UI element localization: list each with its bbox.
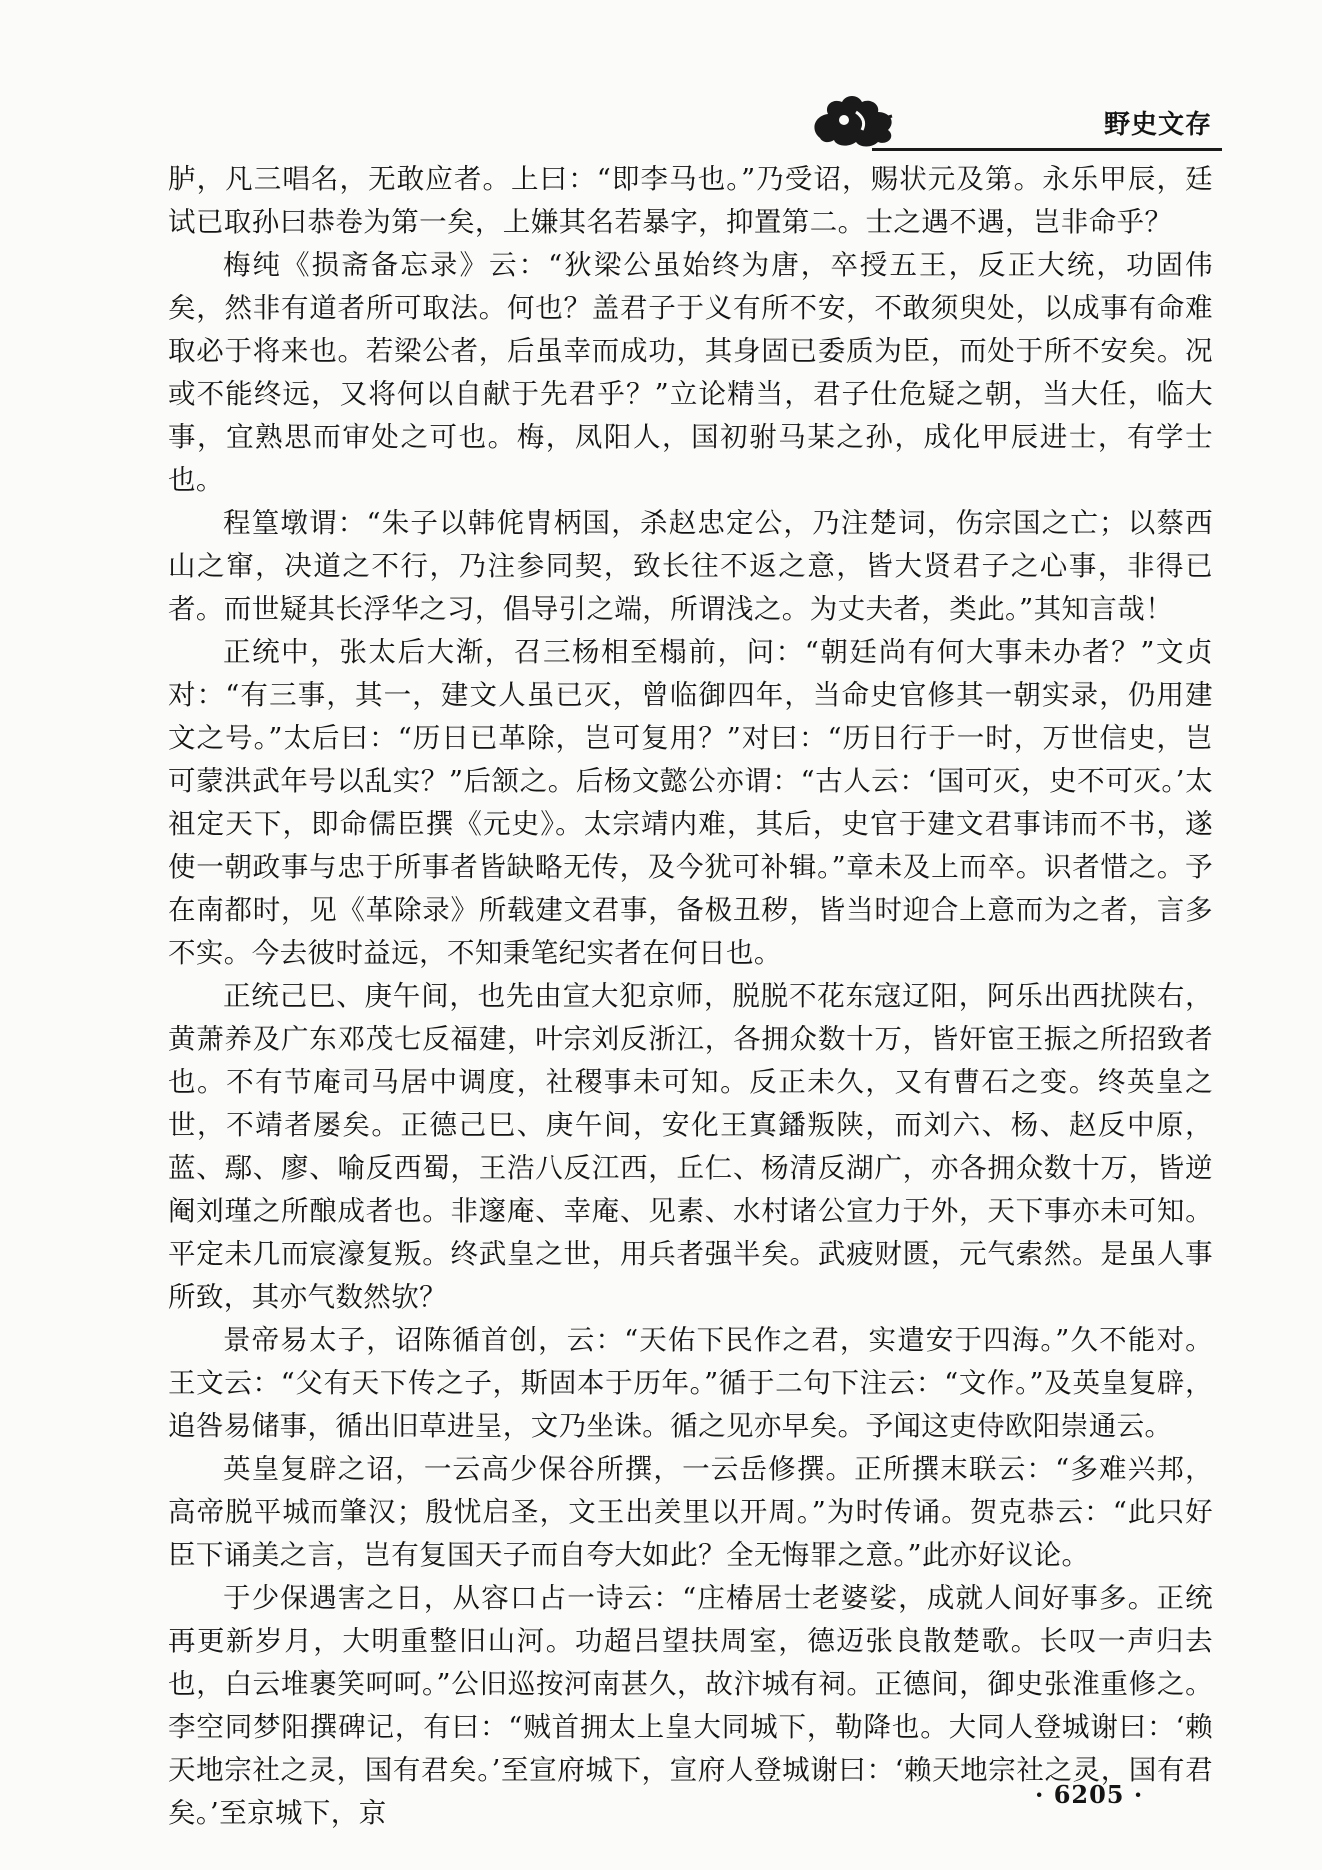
header-rule <box>872 148 1222 151</box>
paragraph: 梅纯《损斋备忘录》云：“狄梁公虽始终为唐，卒授五王，反正大统，功固伟矣，然非有道者所可取法。何也？盖君子于义有所不安，不敢须臾处，以成事有命难取必于将来也。若梁公者，后虽幸而成功，其身固已委质为臣，而处于所不安矣。况或不能终远，又将何以自献于先君乎？”立论精当，君子仕危疑之朝，当大任，临大事，宜熟思而审处之可也。梅，凤阳人，国初驸马某之孙，成化甲辰进士，有学士也。 <box>168 249 1213 496</box>
running-header <box>800 90 1220 150</box>
paragraph: 英皇复辟之诏，一云高少保谷所撰，一云岳修撰。正所撰末联云：“多难兴邦，高帝脱平城而肇汉；殷忧启圣，文王出羑里以开周。”为时传诵。贺克恭云：“此只好臣下诵美之言，岂有复国天子而自夸大如此？全无悔罪之意。”此亦好议论。 <box>168 1453 1213 1571</box>
body-text <box>168 158 1213 1835</box>
header-title: 野史文存 <box>1103 110 1212 140</box>
paragraph: 景帝易太子，诏陈循首创，云：“天佑下民作之君，实遣安于四海。”久不能对。王文云：“父有天下传之子，斯固本于历年。”循于二句下注云：“文作。”及英皇复辟，追咎易储事，循出旧草进呈，文乃坐诛。循之见亦早矣。予闻这吏侍欧阳崇通云。 <box>168 1324 1213 1442</box>
paragraph: 正统己巳、庚午间，也先由宣大犯京师，脱脱不花东寇辽阳，阿乐出西扰陕右，黄萧养及广东邓茂七反福建，叶宗刘反浙江，各拥众数十万，皆奸宦王振之所招致者也。不有节庵司马居中调度，社稷事未可知。反正未久，又有曹石之变。终英皇之世，不靖者屡矣。正德己巳、庚午间，安化王寘鐇叛陕，而刘六、杨、赵反中原，蓝、鄢、廖、喻反西蜀，王浩八反江西，丘仁、杨清反湖广，亦各拥众数十万，皆逆阉刘瑾之所酿成者也。非邃庵、幸庵、见素、水村诸公宣力于外，天下事亦未可知。平定未几而宸濠复叛。终武皇之世，用兵者强半矣。武疲财匮，元气索然。是虽人事所致，其亦气数然欤？ <box>168 980 1213 1313</box>
paragraph: 于少保遇害之日，从容口占一诗云：“庄椿居士老婆娑，成就人间好事多。正统再更新岁月，大明重整旧山河。功超吕望扶周室，德迈张良散楚歌。长叹一声归去也，白云堆裹笑呵呵。”公旧巡按河南甚久，故汴城有祠。正德间，御史张淮重修之。李空同梦阳撰碑记，有曰：“贼首拥太上皇大同城下，勒降也。大同人登城谢曰：‘赖天地宗社之灵，国有君矣。’至宣府城下，宣府人登城谢曰：‘赖天地宗社之灵，国有君矣。’至京城下，京 <box>168 1582 1213 1829</box>
dragon-emblem-icon <box>800 90 910 150</box>
page-number: · 6205 · <box>1035 1780 1144 1809</box>
paragraph: 胪，凡三唱名，无敢应者。上曰：“即李马也。”乃受诏，赐状元及第。永乐甲辰，廷试已取孙曰恭卷为第一矣，上嫌其名若暴字，抑置第二。士之遇不遇，岂非命乎？ <box>168 163 1213 238</box>
paragraph: 正统中，张太后大渐，召三杨相至榻前，问：“朝廷尚有何大事未办者？”文贞对：“有三事，其一，建文人虽已灭，曾临御四年，当命史官修其一朝实录，仍用建文之号。”太后曰：“历日已革除，岂可复用？”对曰：“历日行于一时，万世信史，岂可蒙洪武年号以乱实？”后颔之。后杨文懿公亦谓：“古人云：‘国可灭，史不可灭。’太祖定天下，即命儒臣撰《元史》。太宗靖内难，其后，史官于建文君事讳而不书，遂使一朝政事与忠于所事者皆缺略无传，及今犹可补辑。”章未及上而卒。识者惜之。予在南都时，见《革除录》所载建文君事，备极丑秽，皆当时迎合上意而为之者，言多不实。今去彼时益远，不知秉笔纪实者在何日也。 <box>168 636 1213 969</box>
paragraph: 程篁墩谓：“朱子以韩侂胄柄国，杀赵忠定公，乃注楚词，伤宗国之亡；以蔡西山之窜，决道之不行，乃注参同契，致长往不返之意，皆大贤君子之心事，非得已者。而世疑其长浮华之习，倡导引之端，所谓浅之。为丈夫者，类此。”其知言哉！ <box>168 507 1213 625</box>
